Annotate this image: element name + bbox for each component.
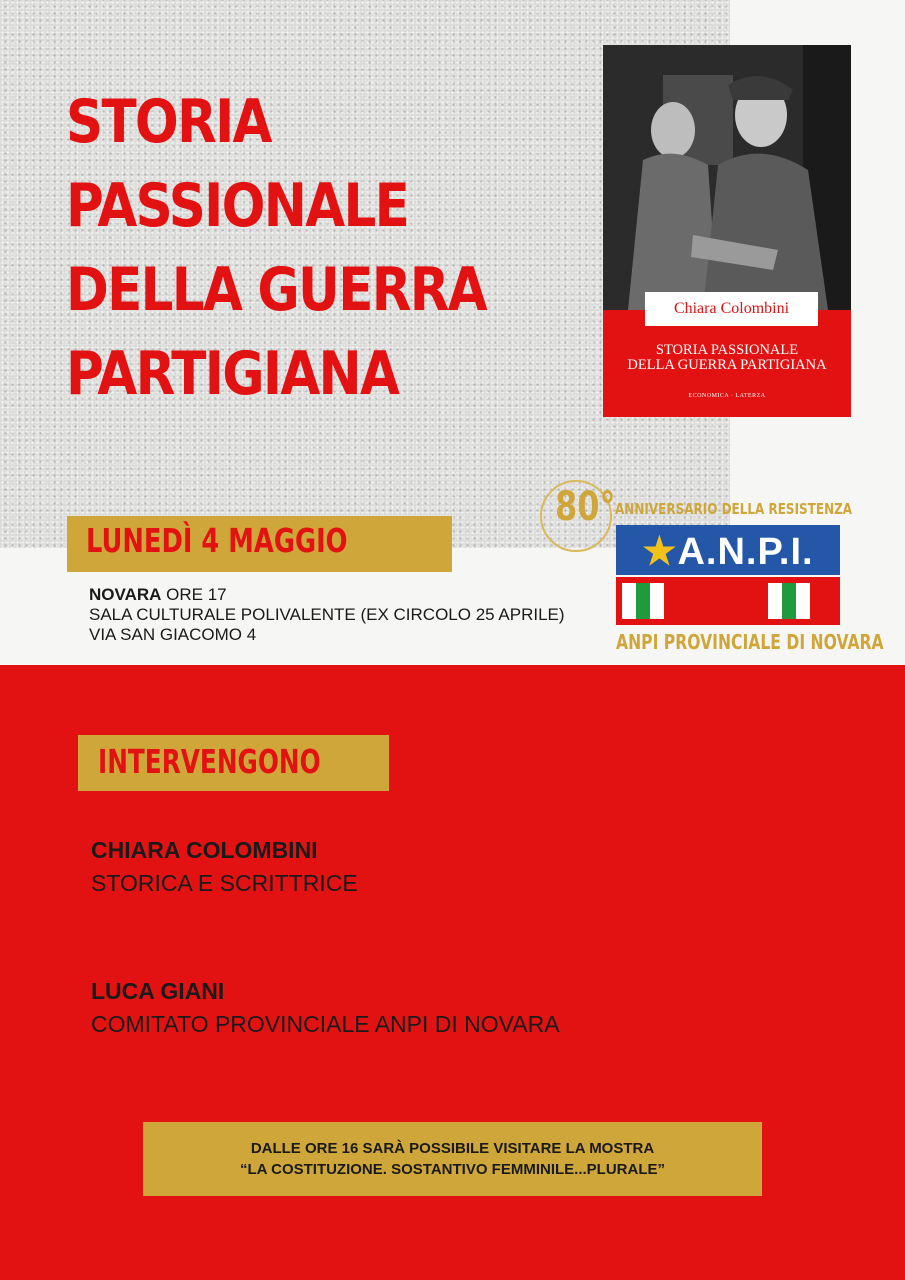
flag-stripe bbox=[768, 583, 782, 619]
title-line: DELLA GUERRA bbox=[66, 255, 487, 325]
book-author-label bbox=[645, 292, 818, 326]
venue-city-time bbox=[89, 585, 565, 605]
event-address: VIA SAN GIACOMO 4 bbox=[89, 625, 257, 644]
book-title-line: STORIA PASSIONALE bbox=[655, 342, 799, 358]
event-date: LUNEDÌ 4 MAGGIO bbox=[86, 521, 348, 560]
book-cover bbox=[603, 45, 851, 417]
anpi-name: A.N.P.I. bbox=[677, 531, 814, 573]
poster-title bbox=[66, 80, 513, 416]
anpi-logo-text bbox=[616, 529, 840, 574]
flag-stripe bbox=[650, 583, 664, 619]
event-venue: SALA CULTURALE POLIVALENTE (EX CIRCOLO 25 APRILE) bbox=[89, 605, 565, 624]
speaker-name: CHIARA COLOMBINI bbox=[91, 837, 318, 863]
notice-line: “LA COSTITUZIONE. SOSTANTIVO FEMMINILE...PLURALE” bbox=[240, 1161, 665, 1178]
title-line: PASSIONALE bbox=[66, 171, 409, 241]
star-icon: ★ bbox=[642, 531, 678, 573]
book-publisher: ECONOMICA · LATERZA bbox=[688, 393, 766, 399]
speaker-role: STORICA E SCRITTRICE bbox=[91, 870, 358, 896]
anpi-logo bbox=[616, 525, 840, 625]
notice-line: DALLE ORE 16 SARÀ POSSIBILE VISITARE LA MOSTRA bbox=[250, 1140, 655, 1157]
flag-stripe bbox=[622, 583, 636, 619]
exhibition-notice bbox=[143, 1122, 762, 1196]
venue-info bbox=[89, 585, 565, 645]
title-line: PARTIGIANA bbox=[66, 339, 399, 409]
title-line: STORIA bbox=[66, 87, 271, 157]
book-title bbox=[603, 343, 851, 373]
speaker-name: LUCA GIANI bbox=[91, 978, 225, 1004]
anpi-logo-band bbox=[616, 525, 840, 575]
book-cover-photo bbox=[603, 45, 851, 310]
book-title-line: DELLA GUERRA PARTIGIANA bbox=[627, 357, 827, 373]
partisans-photo-icon bbox=[603, 45, 851, 310]
speaker-role: COMITATO PROVINCIALE ANPI DI NOVARA bbox=[91, 1011, 560, 1037]
flag-stripe bbox=[636, 583, 650, 619]
event-time: ORE 17 bbox=[166, 585, 227, 604]
event-city: NOVARA bbox=[89, 585, 162, 604]
book-author: Chiara Colombini bbox=[673, 300, 790, 317]
anniversary-number: 80° bbox=[555, 484, 616, 530]
speakers-heading: INTERVENGONO bbox=[98, 742, 321, 781]
flag-stripe bbox=[782, 583, 796, 619]
italian-flag-icon bbox=[616, 577, 840, 625]
anniversary-text: ANNIVERSARIO DELLA RESISTENZA bbox=[615, 500, 853, 518]
anpi-caption: ANPI PROVINCIALE DI NOVARA bbox=[616, 630, 884, 654]
flag-stripe bbox=[796, 583, 810, 619]
